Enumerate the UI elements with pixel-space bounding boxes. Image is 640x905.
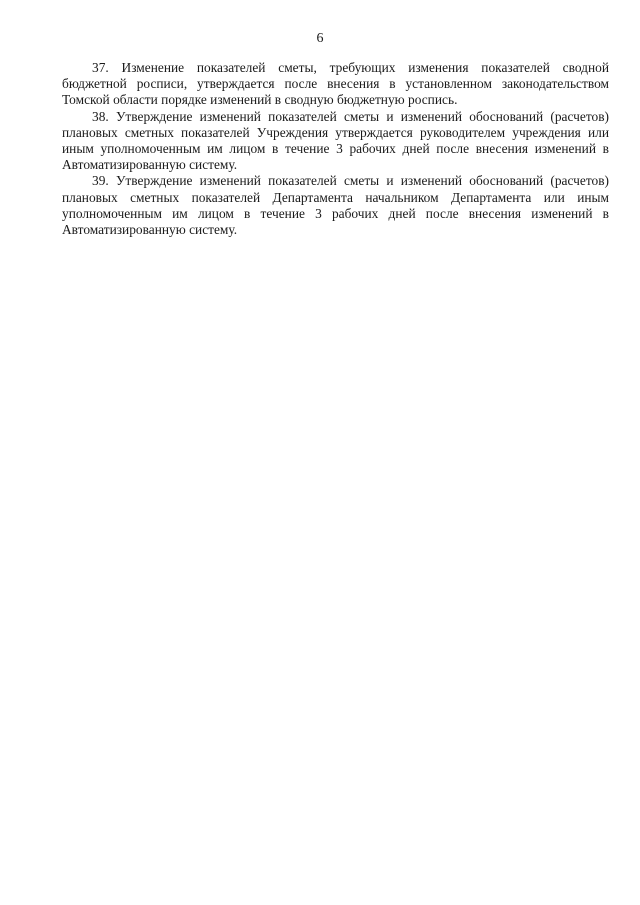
document-body [62,60,609,238]
paragraph-37: 37. Изменение показателей сметы, требующих изменения показателей сводной бюджетной росписи, утверждается после внесения в установленном законодательством Томской области порядке изменений в сводную бюджетную роспись. [62,60,609,108]
paragraph-38: 38. Утверждение изменений показателей сметы и изменений обоснований (расчетов) плановых сметных показателей Учреждения утверждается руководителем учреждения или иным уполномоченным им лицом в течение 3 рабочих дней после внесения изменений в Автоматизированную систему. [62,108,609,173]
page-number: 6 [316,31,324,46]
paragraph-39: 39. Утверждение изменений показателей сметы и изменений обоснований (расчетов) плановых сметных показателей Департамента начальником Департамента или иным уполномоченным им лицом в течение 3 рабочих дней после внесения изменений в Автоматизированную систему. [62,173,609,238]
